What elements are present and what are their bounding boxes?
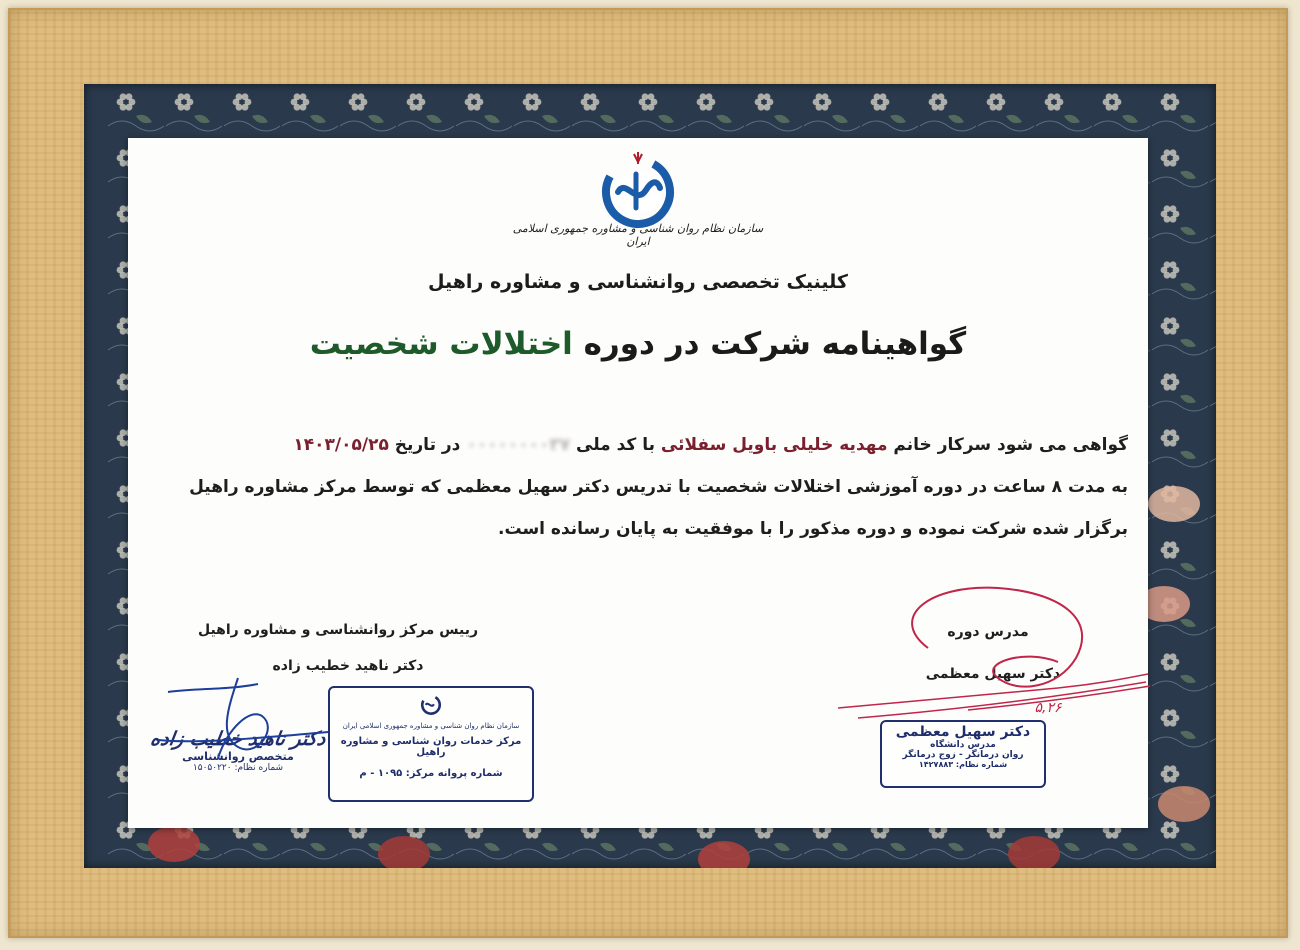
fabric-large-flower — [698, 841, 750, 868]
fabric-flower — [456, 93, 512, 131]
fabric-flower — [1152, 709, 1208, 747]
right-stamp-line1: مدرس دانشگاه — [930, 740, 996, 750]
clinic-name: کلینیک تخصصی روانشناسی و مشاوره راهیل — [428, 271, 848, 293]
body-intro: گواهی می شود سرکار خانم — [887, 435, 1128, 455]
fabric-flower — [1210, 765, 1216, 803]
left-stamp-line1: متخصص روانشناسی — [182, 750, 294, 763]
fabric-flower — [920, 93, 976, 131]
center-stamp-line2: مرکز خدمات روان شناسی و مشاوره راهیل — [340, 736, 522, 758]
right-signatory-role: مدرس دوره — [947, 624, 1029, 640]
fabric-flower — [1152, 373, 1208, 411]
fabric-flower — [1152, 205, 1208, 243]
right-signatory-name: دکتر سهیل معظمی — [925, 666, 1061, 682]
fabric-flower — [1210, 597, 1216, 635]
fabric-flower — [1210, 149, 1216, 187]
fabric-flower — [224, 93, 280, 131]
left-signatory-name: دکتر ناهید خطیب زاده — [272, 658, 424, 674]
fabric-flower — [340, 93, 396, 131]
signature-date: ۵,۲۶ — [1034, 700, 1062, 716]
fabric-flower — [1210, 541, 1216, 579]
body-line-3: برگزار شده شرکت نموده و دوره مذکور را با موفقیت به پایان رسانده است. — [497, 519, 1128, 539]
center-stamp-line1: سازمان نظام روان شناسی و مشاوره جمهوری اسلامی ایران — [342, 722, 520, 730]
fabric-flower — [688, 93, 744, 131]
fabric-flower — [1210, 709, 1216, 747]
fabric-flower — [166, 93, 222, 131]
national-id: ۰۰۰۰۰۰۰۰۳۷ — [466, 435, 571, 455]
right-stamp-line3: شماره نظام: ۱۴۲۷۸۸۳ — [918, 760, 1008, 769]
fabric-flower — [282, 93, 338, 131]
fabric-flower — [514, 93, 570, 131]
fabric-flower — [1210, 485, 1216, 523]
certificate-paper — [128, 138, 1148, 828]
fabric-flower — [1152, 261, 1208, 299]
fabric-flower — [1210, 821, 1216, 859]
fabric-flower — [108, 93, 164, 131]
fabric-large-flower — [1158, 786, 1210, 822]
fabric-large-flower — [378, 836, 430, 868]
certificate-body — [168, 424, 1128, 550]
fabric-flower — [1210, 653, 1216, 691]
body-line-2: به مدت ۸ ساعت در دوره آموزشی اختلالات شخصیت با تدریس دکتر سهیل معظمی که توسط مرکز مشاوره راهیل — [189, 477, 1128, 497]
right-signature — [828, 578, 1158, 738]
center-organization-stamp — [328, 686, 534, 802]
organization-name: سازمان نظام روان شناسی و مشاوره جمهوری اسلامی ایران — [512, 222, 764, 248]
fabric-flower — [1210, 429, 1216, 467]
fabric-flower — [1210, 373, 1216, 411]
fabric-large-flower — [1008, 836, 1060, 868]
course-name: اختلالات شخصیت — [309, 326, 573, 362]
fabric-flower — [1152, 317, 1208, 355]
fabric-flower — [630, 93, 686, 131]
left-signatory-role: رییس مرکز روانشناسی و مشاوره راهیل — [197, 622, 479, 638]
fabric-flower — [572, 93, 628, 131]
fabric-flower — [978, 93, 1034, 131]
right-stamp-line2: روان درمانگر - زوج درمانگر — [902, 750, 1024, 760]
body-id-label: با کد ملی — [570, 435, 661, 455]
fabric-flower — [1152, 429, 1208, 467]
certificate-title — [188, 326, 1088, 362]
fabric-flower — [1152, 149, 1208, 187]
stamp-logo-icon — [417, 692, 445, 716]
fabric-flower — [804, 93, 860, 131]
body-line-1 — [168, 424, 1128, 466]
fabric-flower — [1210, 261, 1216, 299]
fabric-flower — [1152, 541, 1208, 579]
fabric-flower — [1210, 93, 1216, 131]
recipient-name: مهدیه خلیلی باویل سفلائی — [660, 435, 888, 455]
fabric-flower — [1210, 317, 1216, 355]
fabric-flower — [862, 93, 918, 131]
fabric-large-flower — [148, 826, 200, 862]
organization-logo-icon — [590, 148, 686, 230]
fabric-flower — [1152, 653, 1208, 691]
issue-date: ۱۴۰۳/۰۵/۲۵ — [293, 435, 389, 455]
right-stamp-name: دکتر سهیل معظمی — [895, 724, 1031, 740]
left-stamp-name: دکتر ناهید خطیب زاده — [148, 728, 328, 750]
center-stamp-line3: شماره پروانه مرکز: ۱۰۹۵ - م — [359, 768, 503, 779]
fabric-flower — [1152, 93, 1208, 131]
fabric-flower — [746, 93, 802, 131]
fabric-flower — [1152, 821, 1208, 859]
fabric-large-flower — [1148, 486, 1200, 522]
left-stamp-line2: شماره نظام: ۱۵۰۵۰۲۲۰ — [192, 763, 284, 773]
left-signature — [158, 668, 348, 778]
fabric-flower — [398, 93, 454, 131]
fabric-flower — [1094, 93, 1150, 131]
fabric-flower — [1210, 205, 1216, 243]
fabric-flower — [1036, 93, 1092, 131]
title-main: گواهینامه شرکت در دوره — [572, 326, 967, 362]
body-date-label: در تاریخ — [388, 435, 467, 455]
